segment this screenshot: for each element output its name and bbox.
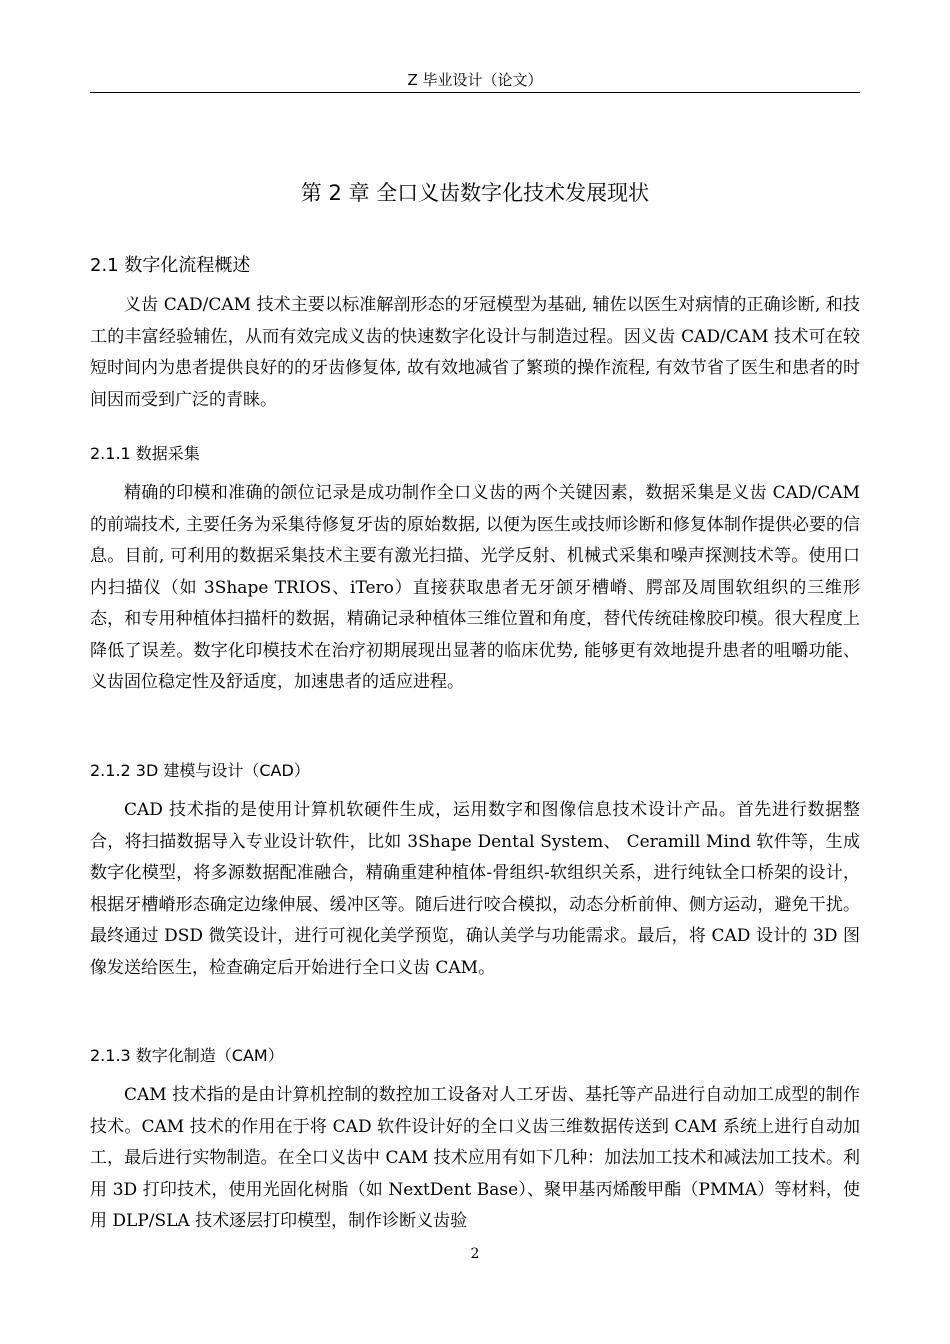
section-heading-2-1-2: 2.1.2 3D 建模与设计（CAD） — [90, 761, 310, 780]
section-heading-2-1-1: 2.1.1 数据采集 — [90, 444, 200, 463]
running-header: Z 毕业设计（论文） — [407, 71, 543, 89]
section-heading-2-1: 2.1 数字化流程概述 — [90, 255, 251, 276]
header-rule — [90, 92, 860, 93]
section-paragraph-2-1-3: CAM 技术指的是由计算机控制的数控加工设备对人工牙齿、基托等产品进行自动加工成型的制作技术。CAM 技术的作用在于将 CAD 软件设计好的全口义齿三维数据传送到 CAM 系统上进行自动加工，最后进行实物制造。在全口义齿中 CAM 技术应用有如下几种：加法加工技术和减法加工技术。利用 3D 打印技术，使用光固化树脂（如 NextDent Base）、聚甲基丙烯酸甲酯（PMMA）等材料，使用 DLP/SLA 技术逐层打印模型，制作诊断义齿验 — [90, 1085, 860, 1231]
chapter-title: 第 2 章 全口义齿数字化技术发展现状 — [300, 181, 650, 205]
page-number: 2 — [470, 1246, 480, 1262]
section-paragraph-2-1: 义齿 CAD/CAM 技术主要以标准解剖形态的牙冠模型为基础, 辅佐以医生对病情的正确诊断, 和技工的丰富经验辅佐，从而有效完成义齿的快速数字化设计与制造过程。因义齿 CAD/CAM 技术可在较短时间内为患者提供良好的的牙齿修复体, 故有效地减省了繁琐的操作流程, 有效节省了医生和患者的时间因而受到广泛的青睐。 — [90, 295, 860, 410]
section-paragraph-2-1-1: 精确的印模和准确的颌位记录是成功制作全口义齿的两个关键因素，数据采集是义齿 CAD/CAM 的前端技术, 主要任务为采集待修复牙齿的原始数据, 以便为医生或技师诊断和修复体制作提供必要的信息。目前, 可利用的数据采集技术主要有激光扫描、光学反射、机械式采集和噪声探测技术等。使用口内扫描仪（如 3Shape TRIOS、iTero）直接获取患者无牙颌牙槽嵴、腭部及周围软组织的三维形态，和专用种植体扫描杆的数据，精确记录种植体三维位置和角度，替代传统硅橡胶印模。很大程度上降低了误差。数字化印模技术在治疗初期展现出显著的临床优势, 能够更有效地提升患者的咀嚼功能、义齿固位稳定性及舒适度，加速患者的适应进程。 — [90, 483, 860, 692]
section-paragraph-2-1-2: CAD 技术指的是使用计算机软硬件生成，运用数字和图像信息技术设计产品。首先进行数据整合，将扫描数据导入专业设计软件，比如 3Shape Dental System、 Ceramill Mind 软件等，生成数字化模型，将多源数据配准融合，精确重建种植体-骨组织-软组织关系，进行纯钛全口桥架的设计，根据牙槽嵴形态确定边缘伸展、缓冲区等。随后进行咬合模拟，动态分析前伸、侧方运动，避免干扰。最终通过 DSD 微笑设计，进行可视化美学预览，确认美学与功能需求。最后，将 CAD 设计的 3D 图像发送给医生，检查确定后开始进行全口义齿 CAM。 — [90, 800, 860, 978]
section-heading-2-1-3: 2.1.3 数字化制造（CAM） — [90, 1046, 284, 1065]
